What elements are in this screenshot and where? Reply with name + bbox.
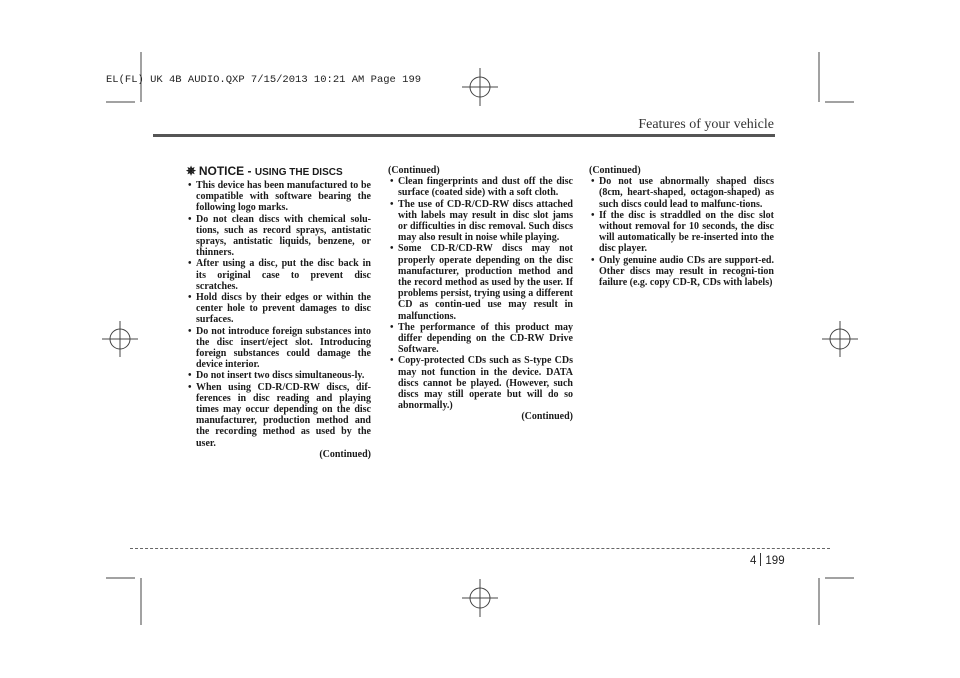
column-1 (186, 165, 371, 460)
list-item: • If the disc is straddled on the disc slot without removal for 10 seconds, the disc will automatically be re-inserted into the disc player. (589, 210, 774, 255)
list-item: • Do not use abnormally shaped discs (8cm, heart-shaped, octagon-shaped) as such discs could lead to malfunc-tions. (589, 176, 774, 210)
notice-label: NOTICE - (198, 164, 255, 178)
registration-mark-bottom (462, 579, 498, 617)
registration-mark-top (462, 68, 498, 106)
continued-label: (Continued) (589, 165, 641, 176)
print-slug: EL(FL) UK 4B AUDIO.QXP 7/15/2013 10:21 AM Page 199 (106, 74, 422, 86)
list-item: • The performance of this product may differ depending on the CD-RW Drive Software. (388, 322, 573, 356)
list-item: • Clean fingerprints and dust off the disc surface (coated side) with a soft cloth. (388, 176, 573, 198)
page-number (750, 553, 785, 567)
notice-list (388, 176, 573, 411)
header-rule (153, 134, 775, 137)
list-item: • This device has been manufactured to be compatible with software bearing the following logo marks. (186, 180, 371, 214)
continued-label: (Continued) (388, 165, 440, 176)
list-item: • Some CD-R/CD-RW discs may not properly operate depending on the disc manufacturer, production method and the record method as used by the user. If problems persist, trying using a different CD as contin-ued use may result in malfunctions. (388, 243, 573, 321)
page-number-value: 199 (765, 555, 785, 567)
list-item: • Hold discs by their edges or within the center hole to prevent damages to disc surfaces. (186, 292, 371, 326)
list-item: • Do not clean discs with chemical solu-tions, such as record sprays, antistatic sprays, antistatic liquids, benzene, or thinners. (186, 214, 371, 259)
chapter-number: 4 (750, 555, 757, 567)
continued-label: (Continued) (521, 411, 573, 423)
notice-subtitle: USING THE DISCS (254, 167, 343, 178)
notice-icon: ✵ (186, 164, 197, 178)
section-title: Features of your vehicle (638, 117, 774, 132)
footer-rule (130, 548, 830, 549)
column-2 (388, 165, 573, 423)
notice-heading (186, 165, 371, 179)
continued-label: (Continued) (319, 448, 371, 460)
list-item: • Do not introduce foreign substances into the disc insert/eject slot. Introducing foreign substances could damage the device interior. (186, 326, 371, 371)
column-3 (589, 165, 774, 288)
registration-mark-left (102, 321, 138, 357)
list-item: • Only genuine audio CDs are support-ed. Other discs may result in recogni-tion failure (e.g. copy CD-R, CDs with labels) (589, 255, 774, 289)
registration-mark-right (822, 321, 858, 357)
list-item: • When using CD-R/CD-RW discs, dif-ferences in disc reading and playing times may occur depending on the disc manufacturer, production method and the recording method as used by the user. (186, 382, 371, 449)
list-item: • Copy-protected CDs such as S-type CDs may not function in the device. DATA discs cannot be played. (However, such discs may still operate but will do so abnormally.) (388, 355, 573, 411)
list-item: • The use of CD-R/CD-RW discs attached with labels may result in disc slot jams or difficulties in disc removal. Such discs may also result in noise while playing. (388, 199, 573, 244)
notice-list (589, 176, 774, 288)
notice-list (186, 180, 371, 449)
page-number-divider (760, 553, 761, 566)
list-item: • After using a disc, put the disc back in its original case to prevent disc scratches. (186, 258, 371, 292)
list-item: • Do not insert two discs simultaneous-ly. (186, 370, 371, 381)
